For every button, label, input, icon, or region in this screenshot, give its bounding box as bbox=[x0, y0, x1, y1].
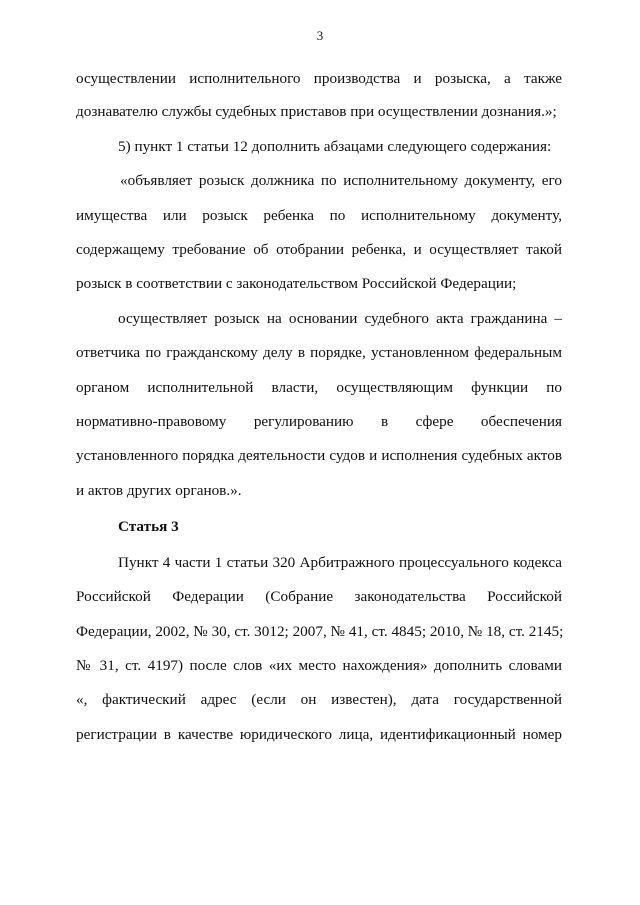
text-line: розыск в соответствии с законодательством Российской Федерации; bbox=[76, 275, 517, 292]
text-line: нормативно-правовому регулированию в сфере обеспечения bbox=[76, 413, 562, 430]
text-line: Пункт 4 части 1 статьи 320 Арбитражного процессуального кодекса bbox=[118, 554, 562, 571]
text-line: содержащему требование об отобрании ребенка, и осуществляет такой bbox=[76, 241, 562, 258]
text-line: и актов других органов.». bbox=[76, 482, 242, 499]
page-number: 3 bbox=[316, 28, 324, 43]
text-line: органом исполнительной власти, осуществляющим функции по bbox=[76, 379, 562, 396]
text-line: имущества или розыск ребенка по исполнительному документу, bbox=[76, 207, 562, 224]
text-line: дознавателю службы судебных приставов при осуществлении дознания.»; bbox=[76, 103, 557, 120]
text-line: регистрации в качестве юридического лица, идентификационный номер bbox=[76, 726, 562, 743]
text-line: осуществляет розыск на основании судебного акта гражданина – bbox=[118, 310, 562, 327]
text-line: «объявляет розыск должника по исполнительному документу, его bbox=[120, 172, 562, 189]
text-line: 5) пункт 1 статьи 12 дополнить абзацами следующего содержания: bbox=[118, 138, 552, 155]
text-line: ответчика по гражданскому делу в порядке, установленном федеральным bbox=[76, 344, 562, 361]
text-line: № 31, ст. 4197) после слов «их место нахождения» дополнить словами bbox=[76, 657, 562, 674]
text-line: осуществлении исполнительного производства и розыска, а также bbox=[76, 70, 562, 87]
text-line: «, фактический адрес (если он известен), дата государственной bbox=[76, 691, 562, 708]
text-line: Федерации, 2002, № 30, ст. 3012; 2007, № 41, ст. 4845; 2010, № 18, ст. 2145; bbox=[76, 623, 564, 640]
text-line: установленного порядка деятельности судов и исполнения судебных актов bbox=[76, 447, 562, 464]
text-line: Российской Федерации (Собрание законодательства Российской bbox=[76, 588, 562, 605]
article-heading: Статья 3 bbox=[118, 518, 179, 535]
